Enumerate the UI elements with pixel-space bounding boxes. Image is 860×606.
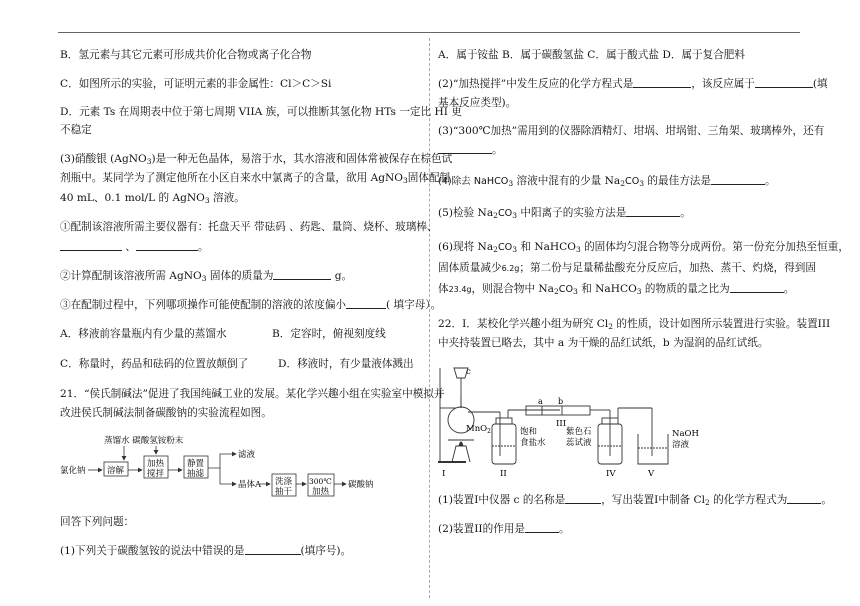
label-saturated-1: 饱和 (520, 427, 538, 437)
flow-input-label: 氯化钠 (60, 466, 86, 476)
q21-line-1: 21．“侯氏制碱法”促进了我国纯碱工业的发展。某化学兴趣小组在实验室中模拟并 (60, 388, 445, 400)
q21-1-options: A．属于铵盐 B．属于碳酸氢盐 C．属于酸式盐 D．属于复合肥料 (438, 49, 745, 61)
q22-2-line: (2)装置II的作用是 。 (438, 523, 570, 535)
choice-c: C．称量时，药品和砝码的位置放颠倒了 (60, 358, 249, 370)
flow-box-wash-label-2: 抽干 (275, 487, 293, 497)
q21-2-line-2: 基本反应类型)。 (438, 97, 517, 109)
q21-1-line: (1)下列关于碳酸氢铵的说法中错误的是 (填序号)。 (60, 545, 352, 557)
flow-box-300-label-2: 加热 (312, 487, 330, 497)
flow-product-label: 碳酸钠 (348, 480, 374, 490)
q21-3-line-2: 。 (438, 143, 503, 157)
option-d-line-1: D．元素 Ts 在周期表中位于第七周期 VIIA 族，可以推断其氢化物 HTs 一定比 HI 更 (60, 106, 462, 118)
answer-blank[interactable] (730, 282, 784, 293)
label-a: a (538, 397, 543, 406)
q22-1-line: (1)装置I中仪器 c 的名称是 ，写出装置I中制备 $Cl_2$ 的化学方程式为 。 (438, 494, 832, 507)
column-divider (429, 38, 430, 598)
answer-blank[interactable] (711, 174, 765, 185)
q21-6-line-3: 体23.4g，则混合物中 $Na_2CO_3$ 和 NaHCO$_3$ 的物质的量之比为 。 (438, 283, 795, 296)
q21-2-line-1: (2)“加热搅拌”中发生反应的化学方程式是 ，该反应属于 (填 (438, 78, 828, 90)
q3-line-1: (3)硝酸银 (AgNO$_3$)是一种无色晶体，易溶于水，其水溶液和固体常被保存在棕色试 (60, 153, 453, 166)
answer-blank[interactable] (525, 522, 559, 533)
flow-crystal-label: 晶体A (238, 480, 262, 490)
q3-1-blanks: 、 。 (60, 240, 209, 254)
answer-blank[interactable] (273, 269, 331, 280)
answer-blank[interactable] (245, 544, 301, 555)
answer-blank[interactable] (60, 240, 122, 251)
q3-line-2: 剂瓶中。某同学为了测定他所在小区自来水中氯离子的含量，欲用 AgNO$_3$固体配制 (60, 172, 451, 185)
answer-prompt: 回答下列问题： (60, 516, 135, 528)
q22-line-1: 22．I．某校化学兴趣小组为研究 $Cl_2$ 的性质，设计如图所示装置进行实验。装置III (438, 318, 831, 331)
q21-3-line-1: (3)“300℃加热”需用到的仪器除酒精灯、坩埚、坩埚钳、三角架、玻璃棒外，还有 (438, 125, 825, 137)
answer-blank[interactable] (438, 143, 492, 154)
q21-6-line-2: 固体质量减少6.2g；第二份与足量稀盐酸充分反应后，加热、蒸干、灼烧，得到固 (438, 262, 816, 274)
answer-blank[interactable] (787, 493, 821, 504)
flow-box-settle-label-2: 抽滤 (187, 469, 205, 479)
answer-blank[interactable] (633, 77, 691, 88)
label-litmus-1: 紫色石 (566, 427, 592, 437)
q22-line-2: 中夹持装置已略去，其中 a 为干燥的品红试纸，b 为湿润的品红试纸。 (438, 337, 769, 349)
label-num-1: I (442, 469, 446, 479)
choice-a: A．移液前容量瓶内有少量的蒸馏水 (60, 328, 227, 340)
choice-d: D．移液时，有少量液体溅出 (278, 358, 414, 370)
flow-box-dissolve-label: 溶解 (107, 466, 125, 476)
label-naoh-1: NaOH (672, 429, 699, 439)
flow-box-settle-label-1: 静置 (187, 459, 205, 469)
flow-filtrate-label: 滤液 (238, 450, 256, 460)
apparatus-ii (492, 410, 560, 464)
option-c-line: C．如图所示的实验，可证明元素的非金属性：Cl＞C＞Si (60, 78, 332, 90)
label-litmus-2: 蕊试液 (566, 438, 592, 448)
flow-box-heat-label-1: 加热 (147, 459, 165, 469)
answer-blank[interactable] (136, 240, 198, 251)
flow-box-heat-label-2: 搅拌 (147, 469, 165, 479)
apparatus-iv (598, 408, 652, 464)
label-num-4: IV (606, 469, 616, 479)
q3-1-line: ①配制该溶液所需主要仪器有：托盘天平 带砝码 、药匙、量筒、烧杯、玻璃棒、 (60, 221, 438, 233)
apparatus-i (438, 368, 500, 462)
label-c: c (466, 367, 471, 377)
q3-2-line: ②计算配制该溶液所需 AgNO$_3$ 固体的质量为 g。 (60, 270, 353, 283)
q21-6-line-1: (6)现将 $Na_2CO_3$ 和 NaHCO$_3$ 的固体均匀混合物等分成两份。第一份充分加热至恒重， (438, 241, 849, 254)
label-num-2: II (500, 469, 507, 479)
option-d-line-2: 不稳定 (60, 124, 92, 136)
label-mno2: MnO$_2$ (466, 424, 491, 435)
answer-blank[interactable] (565, 493, 601, 504)
flow-top-label: 蒸馏水 碳酸氢铵粉末 (104, 436, 184, 446)
q21-5-line: (5)检验 $Na_2CO_3$ 中阳离子的实验方法是 。 (438, 207, 691, 220)
label-naoh-2: 溶液 (672, 440, 690, 450)
label-num-5: V (648, 469, 655, 479)
label-num-3: III (556, 419, 567, 429)
apparatus-iii (526, 406, 604, 415)
choice-b: B．定容时，俯视刻度线 (272, 328, 386, 340)
apparatus-diagram (438, 364, 798, 480)
q21-line-2: 改进侯氏制碱法制备碳酸钠的实验流程如图。 (60, 407, 272, 419)
process-flow-chart (60, 432, 390, 504)
q3-line-3: 40 mL、0.1 mol/L 的 AgNO$_3$ 溶液。 (60, 192, 245, 205)
flow-box-wash-label-1: 洗涤 (275, 477, 293, 487)
apparatus-v (638, 434, 668, 464)
answer-blank[interactable] (755, 77, 813, 88)
flow-box-300-label-1: 300℃ (309, 477, 332, 486)
option-b-line: B．氢元素与其它元素可形成共价化合物或离子化合物 (60, 49, 312, 61)
q21-4-line: (4)除去 NaHCO$_3$ 溶液中混有的少量 $Na_2CO_3$ 的最佳方法是 。 (438, 175, 776, 188)
top-rule (58, 32, 800, 33)
label-saturated-2: 食盐水 (520, 438, 546, 448)
q3-3-line: ③在配制过程中，下列哪项操作可能使配制的溶液的浓度偏小 ( 填字母）。 (60, 299, 442, 311)
answer-blank[interactable] (626, 206, 680, 217)
label-b: b (558, 397, 564, 406)
answer-blank[interactable] (346, 298, 386, 309)
